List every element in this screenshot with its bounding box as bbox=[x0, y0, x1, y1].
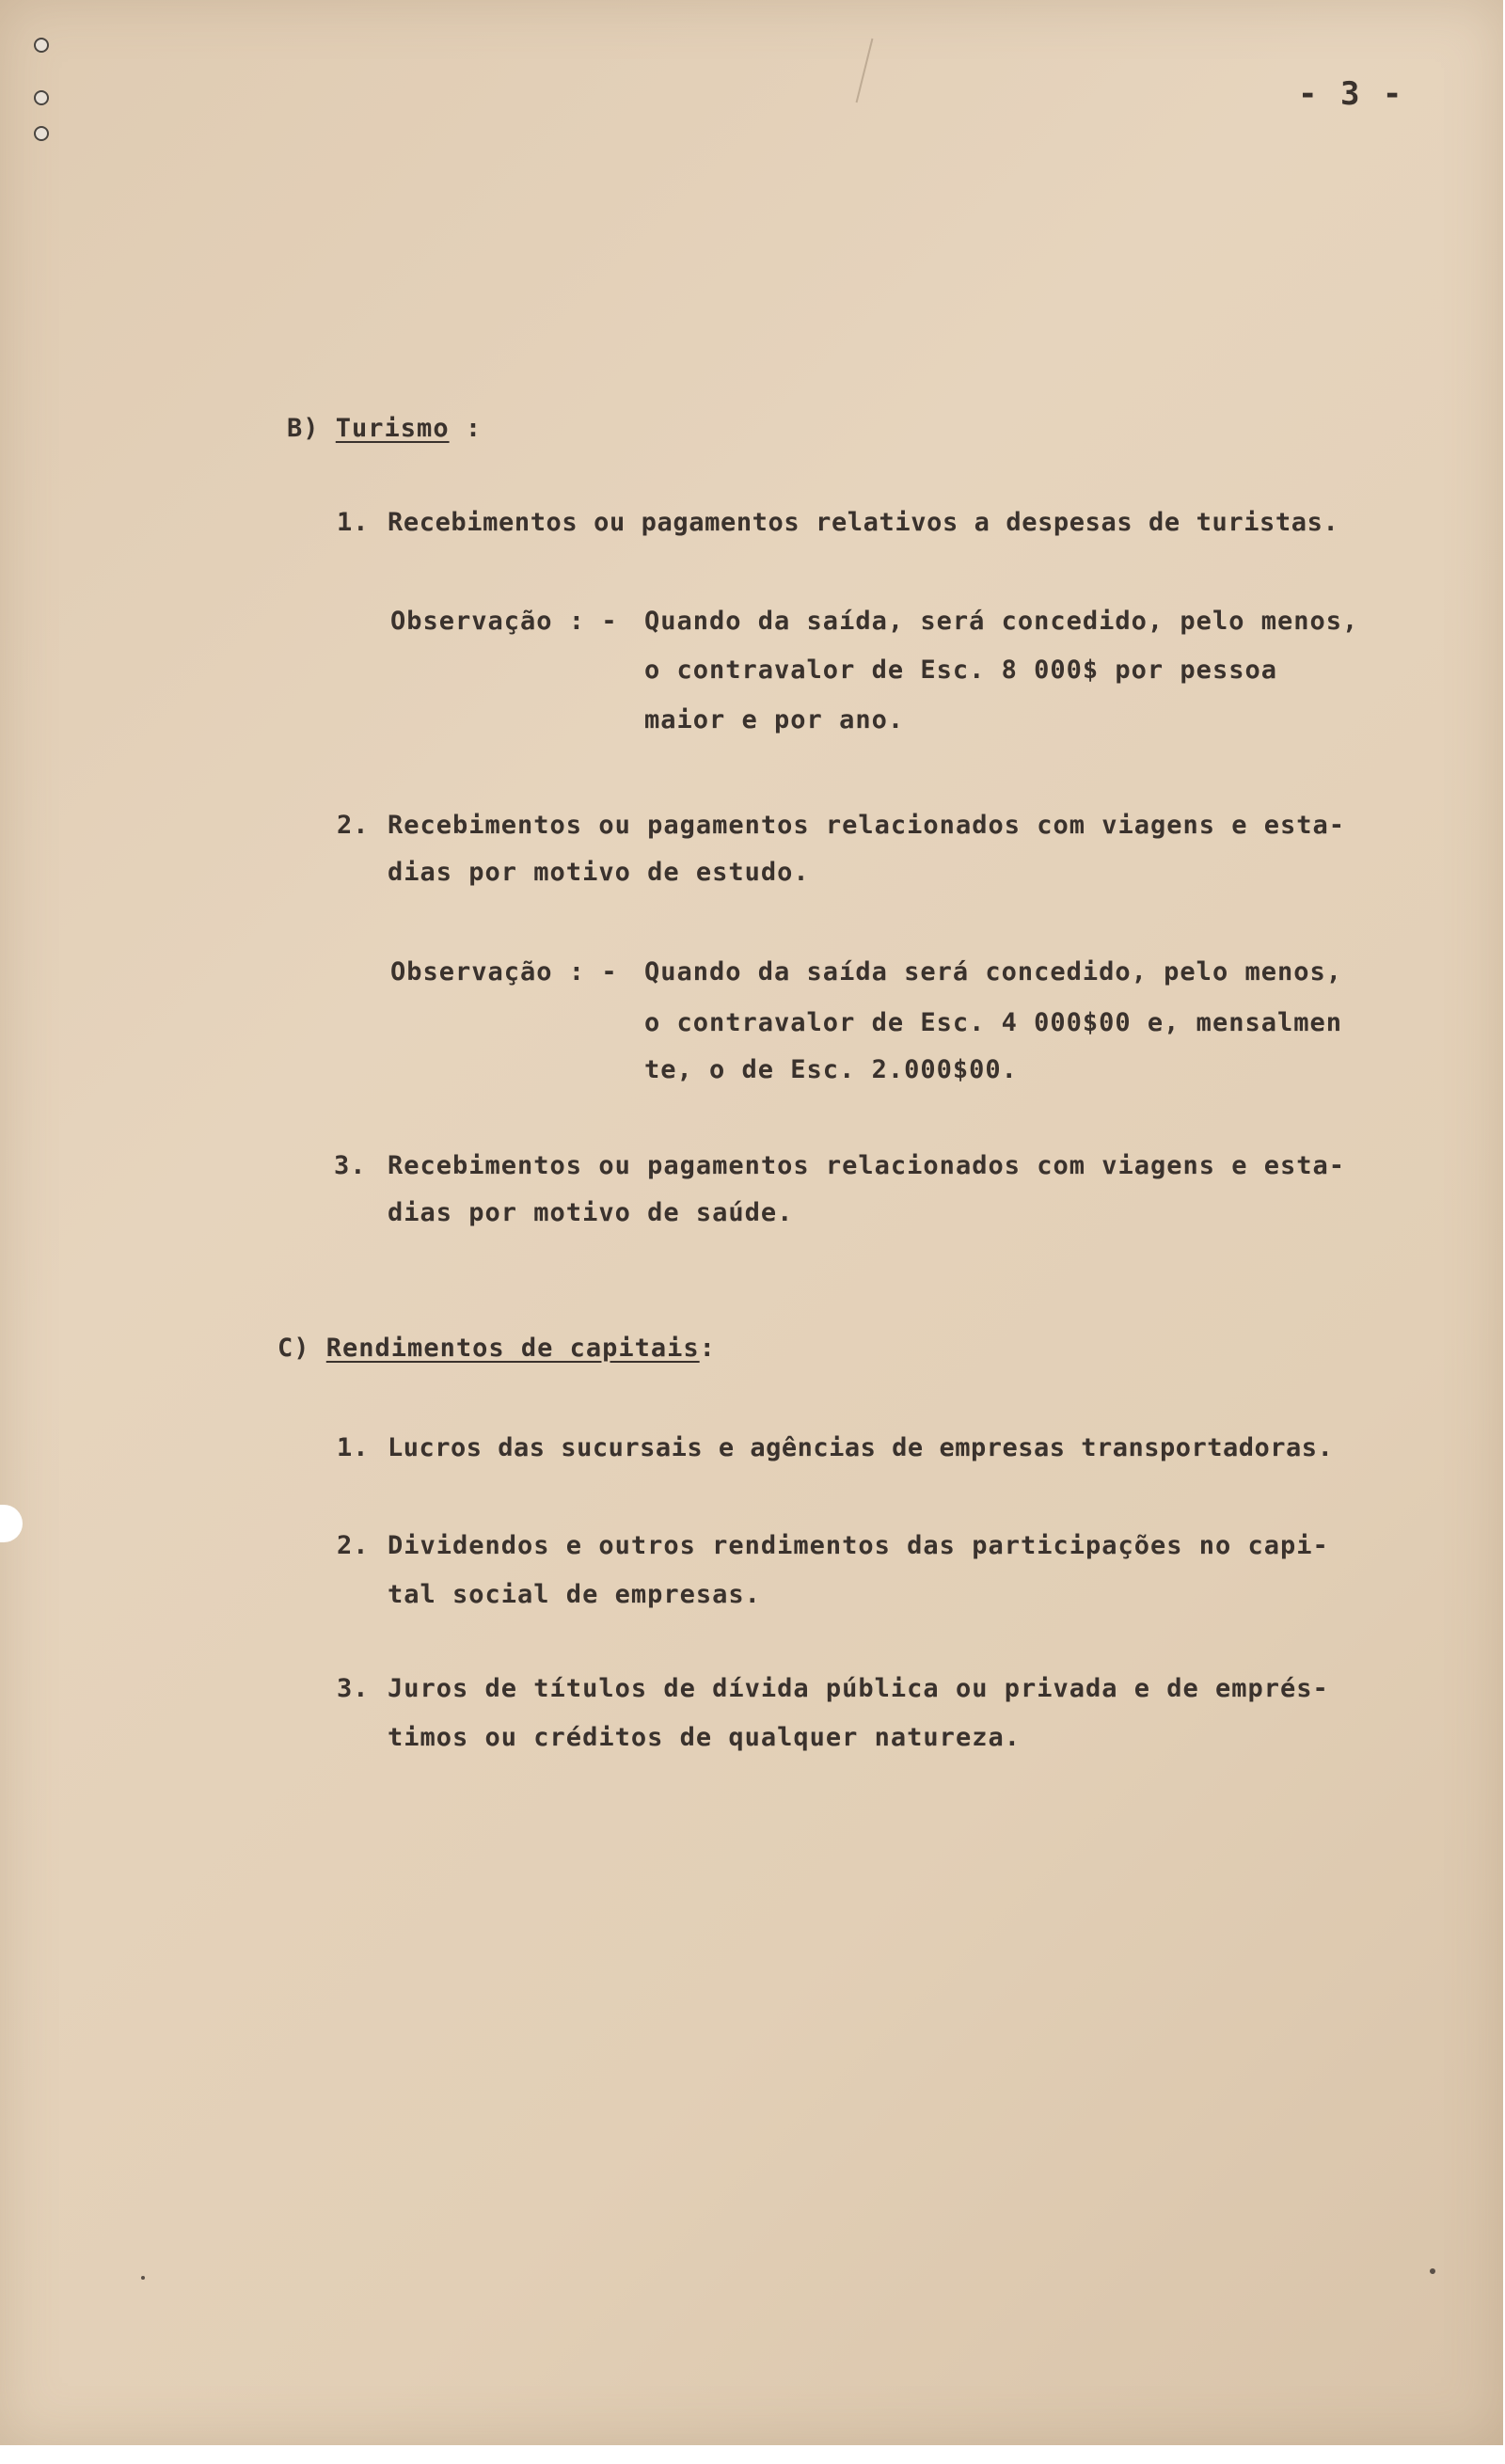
section-b-heading bbox=[287, 414, 482, 443]
item-text-line: dias por motivo de estudo. bbox=[388, 858, 810, 887]
item-text-line: Recebimentos ou pagamentos relacionados com viagens e esta- bbox=[388, 1151, 1346, 1180]
punch-hole-icon bbox=[34, 38, 49, 53]
item-number: 2. bbox=[337, 1531, 370, 1560]
section-c-heading bbox=[277, 1334, 716, 1363]
ink-speck bbox=[141, 2276, 145, 2280]
item-number: 1. bbox=[337, 508, 370, 537]
observation-text-line: o contravalor de Esc. 4 000$00 e, mensalmen bbox=[644, 1008, 1342, 1037]
item-text-line: Lucros das sucursais e agências de empresas transportadoras. bbox=[388, 1433, 1334, 1462]
item-text-line: dias por motivo de saúde. bbox=[388, 1198, 794, 1227]
section-c-colon: : bbox=[699, 1334, 716, 1363]
section-c-title: Rendimentos de capitais bbox=[325, 1334, 700, 1363]
observation-text-line: maior e por ano. bbox=[644, 705, 905, 734]
section-b-letter: B) bbox=[287, 414, 320, 443]
observation-text-line: o contravalor de Esc. 8 000$ por pessoa bbox=[644, 655, 1277, 685]
punch-hole-icon bbox=[34, 126, 49, 141]
observation-label: Observação : - bbox=[390, 957, 618, 987]
item-text-line: Juros de títulos de dívida pública ou privada e de emprés- bbox=[388, 1674, 1329, 1703]
paper-tear bbox=[0, 1505, 23, 1542]
item-text-line: timos ou créditos de qualquer natureza. bbox=[388, 1723, 1021, 1752]
item-text-line: tal social de empresas. bbox=[388, 1580, 761, 1609]
section-c-letter: C) bbox=[277, 1334, 310, 1363]
ink-speck bbox=[1430, 2268, 1435, 2274]
item-number: 3. bbox=[334, 1151, 367, 1180]
item-text-line: Recebimentos ou pagamentos relativos a despesas de turistas. bbox=[388, 508, 1339, 537]
page-number: - 3 - bbox=[1298, 75, 1404, 113]
item-number: 2. bbox=[337, 811, 370, 840]
observation-text-line: Quando da saída, será concedido, pelo menos, bbox=[644, 607, 1359, 636]
item-number: 1. bbox=[337, 1433, 370, 1462]
section-b-colon: : bbox=[465, 414, 483, 443]
item-number: 3. bbox=[337, 1674, 370, 1703]
paper-crease bbox=[856, 39, 874, 103]
section-b-title: Turismo bbox=[335, 414, 450, 443]
item-text-line: Dividendos e outros rendimentos das participações no capi- bbox=[388, 1531, 1329, 1560]
punch-hole-icon bbox=[34, 90, 49, 105]
observation-label: Observação : - bbox=[390, 607, 618, 636]
item-text-line: Recebimentos ou pagamentos relacionados com viagens e esta- bbox=[388, 811, 1346, 840]
observation-text-line: te, o de Esc. 2.000$00. bbox=[644, 1055, 1018, 1084]
observation-text-line: Quando da saída será concedido, pelo menos, bbox=[644, 957, 1342, 987]
